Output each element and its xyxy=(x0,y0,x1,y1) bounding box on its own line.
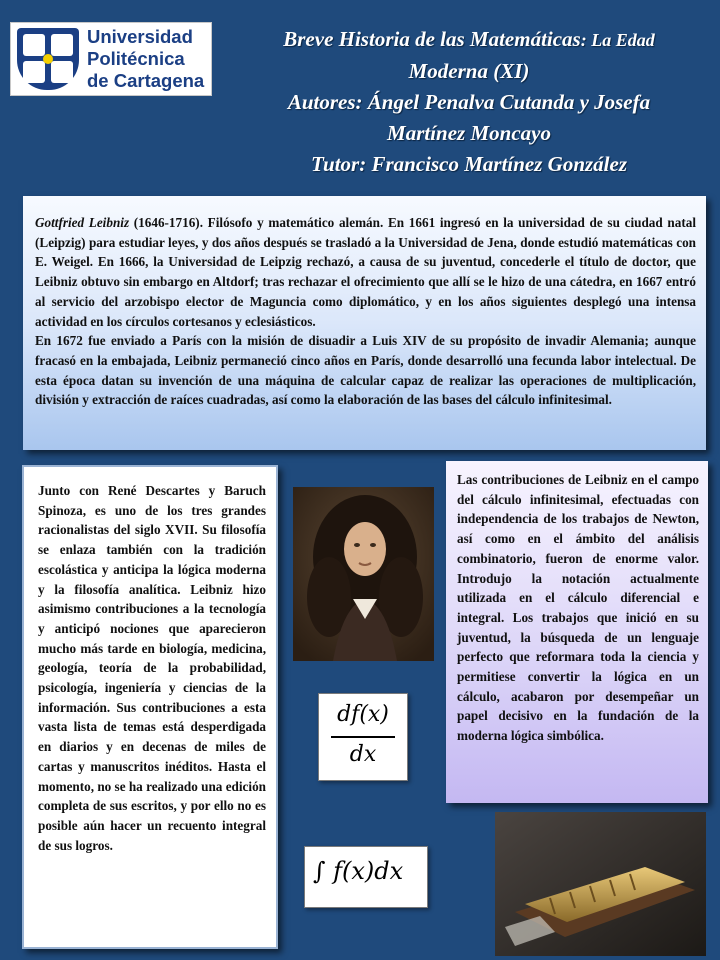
title-line-2: Moderna (XI) xyxy=(408,59,530,83)
logo-line-1: Universidad xyxy=(87,26,193,47)
leibniz-portrait xyxy=(293,487,434,661)
philosophy-box xyxy=(22,465,278,949)
authors: Autores: Ángel Penalva Cutanda y Josefa xyxy=(287,90,651,114)
derivative-numerator: df(x) xyxy=(337,702,389,727)
logo-line-3: de Cartagena xyxy=(87,70,205,91)
philosophy-text: Junto con René Descartes y Baruch Spinoza, es uno de los tres grandes racionalistas del siglo XVII. Su filosofía se enlaza también con la tradición escolástica y anticipa la lógica moderna y la filosofía analítica. Leibniz hizo asimismo contribuciones a la tecnología y anticipó nociones que aparecieron mucho más tarde en biología, medicina, geología, teoría de la probabilidad, psicología, ingeniería y ciencias de la información. Sus contribuciones a esta vasta lista de temas está desperdigada en diarios y en decenas de miles de cartas y manuscritos inéditos. Hasta el momento, no se ha realizado una edición completa de sus escritos, y por ello no es posible aún hacer un recuento integral de sus logros. xyxy=(38,483,266,853)
calculating-machine-photo xyxy=(495,812,706,956)
page-title xyxy=(220,24,718,180)
title-colon: : xyxy=(580,30,587,50)
calculus-box xyxy=(446,461,708,803)
integral-text: ∫ f(x)dx xyxy=(313,857,404,885)
university-logo xyxy=(10,22,212,96)
intro-box xyxy=(23,196,706,450)
title-line-1 xyxy=(220,24,718,56)
machine-image-icon xyxy=(495,812,706,956)
calculus-text: Las contribuciones de Leibniz en el campo del cálculo infinitesimal, efectuadas con independencia de los trabajos de Newton, así como en el ámbito del análisis combinatorio, fueron de enorme valor. Introdujo la notación actualmente utilizada en el cálculo diferencial e integral. Los trabajos que inició en su juventud, la búsqueda de un lenguaje perfecto que reformara toda la ciencia y permitiese convertir la lógica en un cálculo, acabaron por desempeñar un papel decisivo en la fundación de la moderna lógica simbólica. xyxy=(457,472,699,744)
logo-line-2: Politécnica xyxy=(87,48,185,69)
title-sub: La Edad xyxy=(586,30,655,50)
fraction-bar xyxy=(331,736,395,738)
intro-name: Gottfried Leibniz xyxy=(35,215,130,230)
derivative-formula xyxy=(318,693,408,781)
portrait-image-icon xyxy=(293,487,434,661)
shield-icon xyxy=(17,28,79,90)
authors-2: Martínez Moncayo xyxy=(387,121,551,145)
intro-paragraph-1 xyxy=(35,213,696,331)
intro-paragraph-2: En 1672 fue enviado a París con la misión de disuadir a Luis XIV de su propósito de invadir Alemania; aunque fracasó en la embajada, Leibniz permaneció cinco años en París, donde desarrolló una fecunda labor intelectual. De esta época datan su invención de una máquina de calcular capaz de realizar las operaciones de multiplicación, división y extracción de raíces cuadradas, así como la elaboración de las bases del cálculo infinitesimal. xyxy=(35,333,696,408)
title-main: Breve Historia de las Matemáticas xyxy=(283,27,581,51)
integral-formula xyxy=(304,846,428,908)
tutor: Tutor: Francisco Martínez González xyxy=(310,152,627,176)
derivative-denominator: dx xyxy=(349,742,377,767)
intro-text-1: (1646-1716). Filósofo y matemático alemán. En 1661 ingresó en la universidad de su ciudad natal (Leipzig) para estudiar leyes, y dos años después se trasladó a la Universidad de Jena, donde estudió matemáticas con E. Weigel. En 1666, la Universidad de Leipzig rechazó, a causa de su juventud, concederle el título de doctor, que Leibniz obtuvo sin embargo en Altdorf; tras rechazar el ofrecimiento que allí se le hizo de una cátedra, en 1667 entró al servicio del arzobispo elector de Maguncia como diplomático, y en los años siguientes desplegó una intensa actividad en los círculos cortesanos y eclesiásticos. xyxy=(35,215,696,329)
logo-text xyxy=(87,26,211,92)
